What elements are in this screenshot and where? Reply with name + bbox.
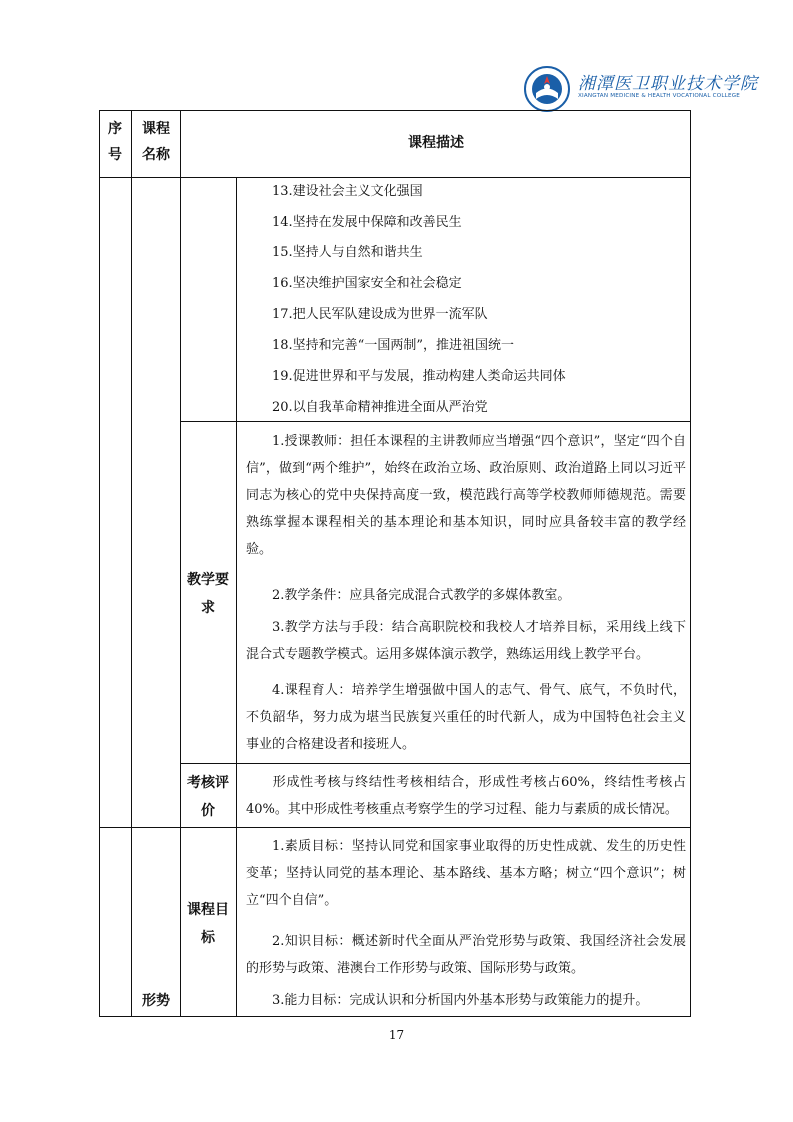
topic-item: 15.坚持人与自然和谐共生 <box>272 245 423 260</box>
assessment-label: 考核评价 <box>187 775 229 819</box>
topic-item: 16.坚决维护国家安全和社会稳定 <box>272 276 462 291</box>
topic-item: 14.坚持在发展中保障和改善民生 <box>272 215 462 230</box>
col-header-course-name: 课程名称 <box>142 121 170 163</box>
topic-item: 18.坚持和完善“一国两制”，推进祖国统一 <box>272 338 514 353</box>
school-emblem-icon <box>524 66 570 112</box>
col-header-description: 课程描述 <box>408 135 464 151</box>
teaching-req-label: 教学要求 <box>187 572 229 616</box>
teaching-req-item: 3.教学方法与手段：结合高职院校和我校人才培养目标，采用线上线下混合式专题教学模式。运用多媒体演示教学，熟练运用线上教学平台。 <box>246 620 686 662</box>
teaching-req-item: 4.课程育人：培养学生增强做中国人的志气、骨气、底气，不负时代，不负韶华，努力成为堪当民族复兴重任的时代新人，成为中国特色社会主义事业的合格建设者和接班人。 <box>246 683 686 752</box>
topic-item: 20.以自我革命精神推进全面从严治党 <box>272 400 488 415</box>
topic-item: 17.把人民军队建设成为世界一流军队 <box>272 307 488 322</box>
teaching-req-item: 2.教学条件：应具备完成混合式教学的多媒体教室。 <box>272 588 571 603</box>
page-number: 17 <box>388 1028 405 1042</box>
course-goal-item: 3.能力目标：完成认识和分析国内外基本形势与政策能力的提升。 <box>272 993 649 1008</box>
topic-item: 13.建设社会主义文化强国 <box>272 184 423 199</box>
teaching-req-item: 1.授课教师：担任本课程的主讲教师应当增强“四个意识”，坚定“四个自信”，做到“两个维护”，始终在政治立场、政治原则、政治道路上同以习近平同志为核心的党中央保持高度一致，模范践行高等学校教师师德规范。需要熟练掌握本课程相关的基本理论和基本知识，同时应具备较丰富的教学经验。 <box>246 434 686 557</box>
school-name-cn: 湘潭医卫职业技术学院 <box>578 74 758 94</box>
course-goal-item: 1.素质目标：坚持认同党和国家事业取得的历史性成就、发生的历史性变革；坚持认同党的基本理论、基本路线、基本方略；树立“四个意识”；树立“四个自信”。 <box>246 839 686 908</box>
course-goal-item: 2.知识目标：概述新时代全面从严治党形势与政策、我国经济社会发展的形势与政策、港澳台工作形势与政策、国际形势与政策。 <box>246 934 686 976</box>
course-goals-label: 课程目标 <box>187 902 229 946</box>
school-logo <box>524 66 758 112</box>
next-course-name: 形势 <box>142 993 170 1009</box>
topic-item: 19.促进世界和平与发展，推动构建人类命运共同体 <box>272 369 566 384</box>
assessment-text: 形成性考核与终结性考核相结合，形成性考核占60%，终结性考核占40%。其中形成性考核重点考察学生的学习过程、能力与素质的成长情况。 <box>246 775 686 817</box>
col-header-seq: 序号 <box>108 121 122 163</box>
school-name-en: XIANGTAN MEDICINE & HEALTH VOCATIONAL COLLEGE <box>578 93 740 99</box>
